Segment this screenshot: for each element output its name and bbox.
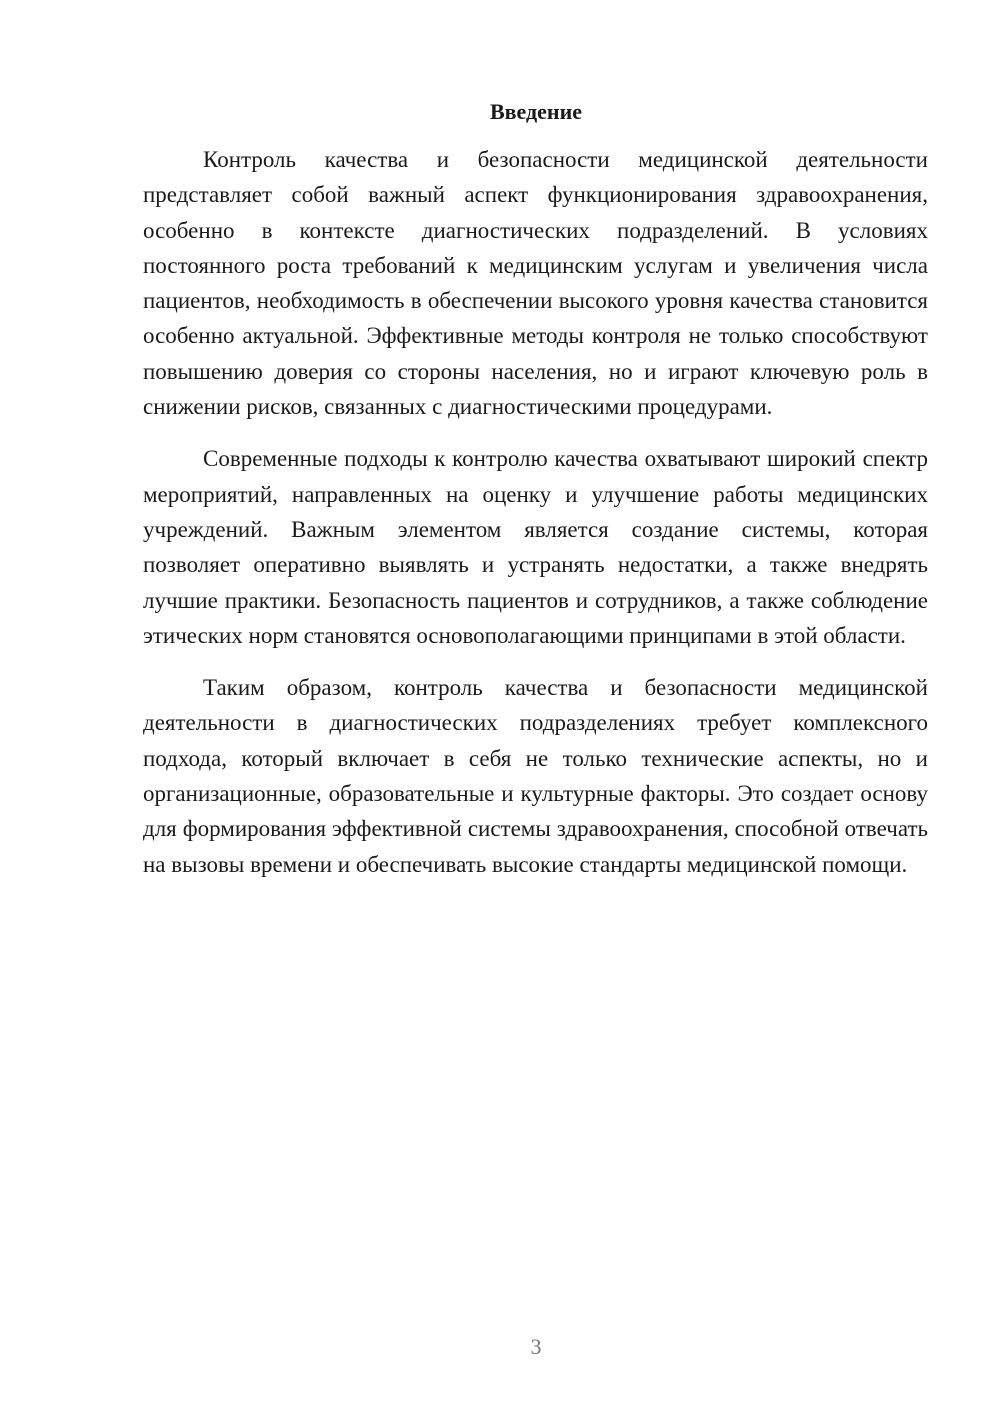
paragraph-2: Современные подходы к контролю качества охватывают широкий спектр мероприятий, направленных на оценку и улучшение работы медицинских учреждений. Важным элементом является создание системы, которая позволяет оперативно выявлять и устранять недостатки, а также внедрять лучшие практики. Безопасность пациентов и сотрудников, а также соблюдение этических норм становятся основополагающими принципами в этой области. [143,446,928,648]
document-body [143,142,928,899]
paragraph-3: Таким образом, контроль качества и безопасности медицинской деятельности в диагностических подразделениях требует комплексного подхода, который включает в себя не только технические аспекты, но и организационные, образовательные и культурные факторы. Это создает основу для формирования эффективной системы здравоохранения, способной отвечать на вызовы времени и обеспечивать высокие стандарты медицинской помощи. [143,675,928,877]
page-title: Введение [489,99,583,124]
paragraph-1: Контроль качества и безопасности медицинской деятельности представляет собой важный аспект функционирования здравоохранения, особенно в контексте диагностических подразделений. В условиях постоянного роста требований к медицинским услугам и увеличения числа пациентов, необходимость в обеспечении высокого уровня качества становится особенно актуальной. Эффективные методы контроля не только способствуют повышению доверия со стороны населения, но и играют ключевую роль в снижении рисков, связанных с диагностическими процедурами. [143,147,928,420]
page-number: 3 [530,1334,542,1359]
